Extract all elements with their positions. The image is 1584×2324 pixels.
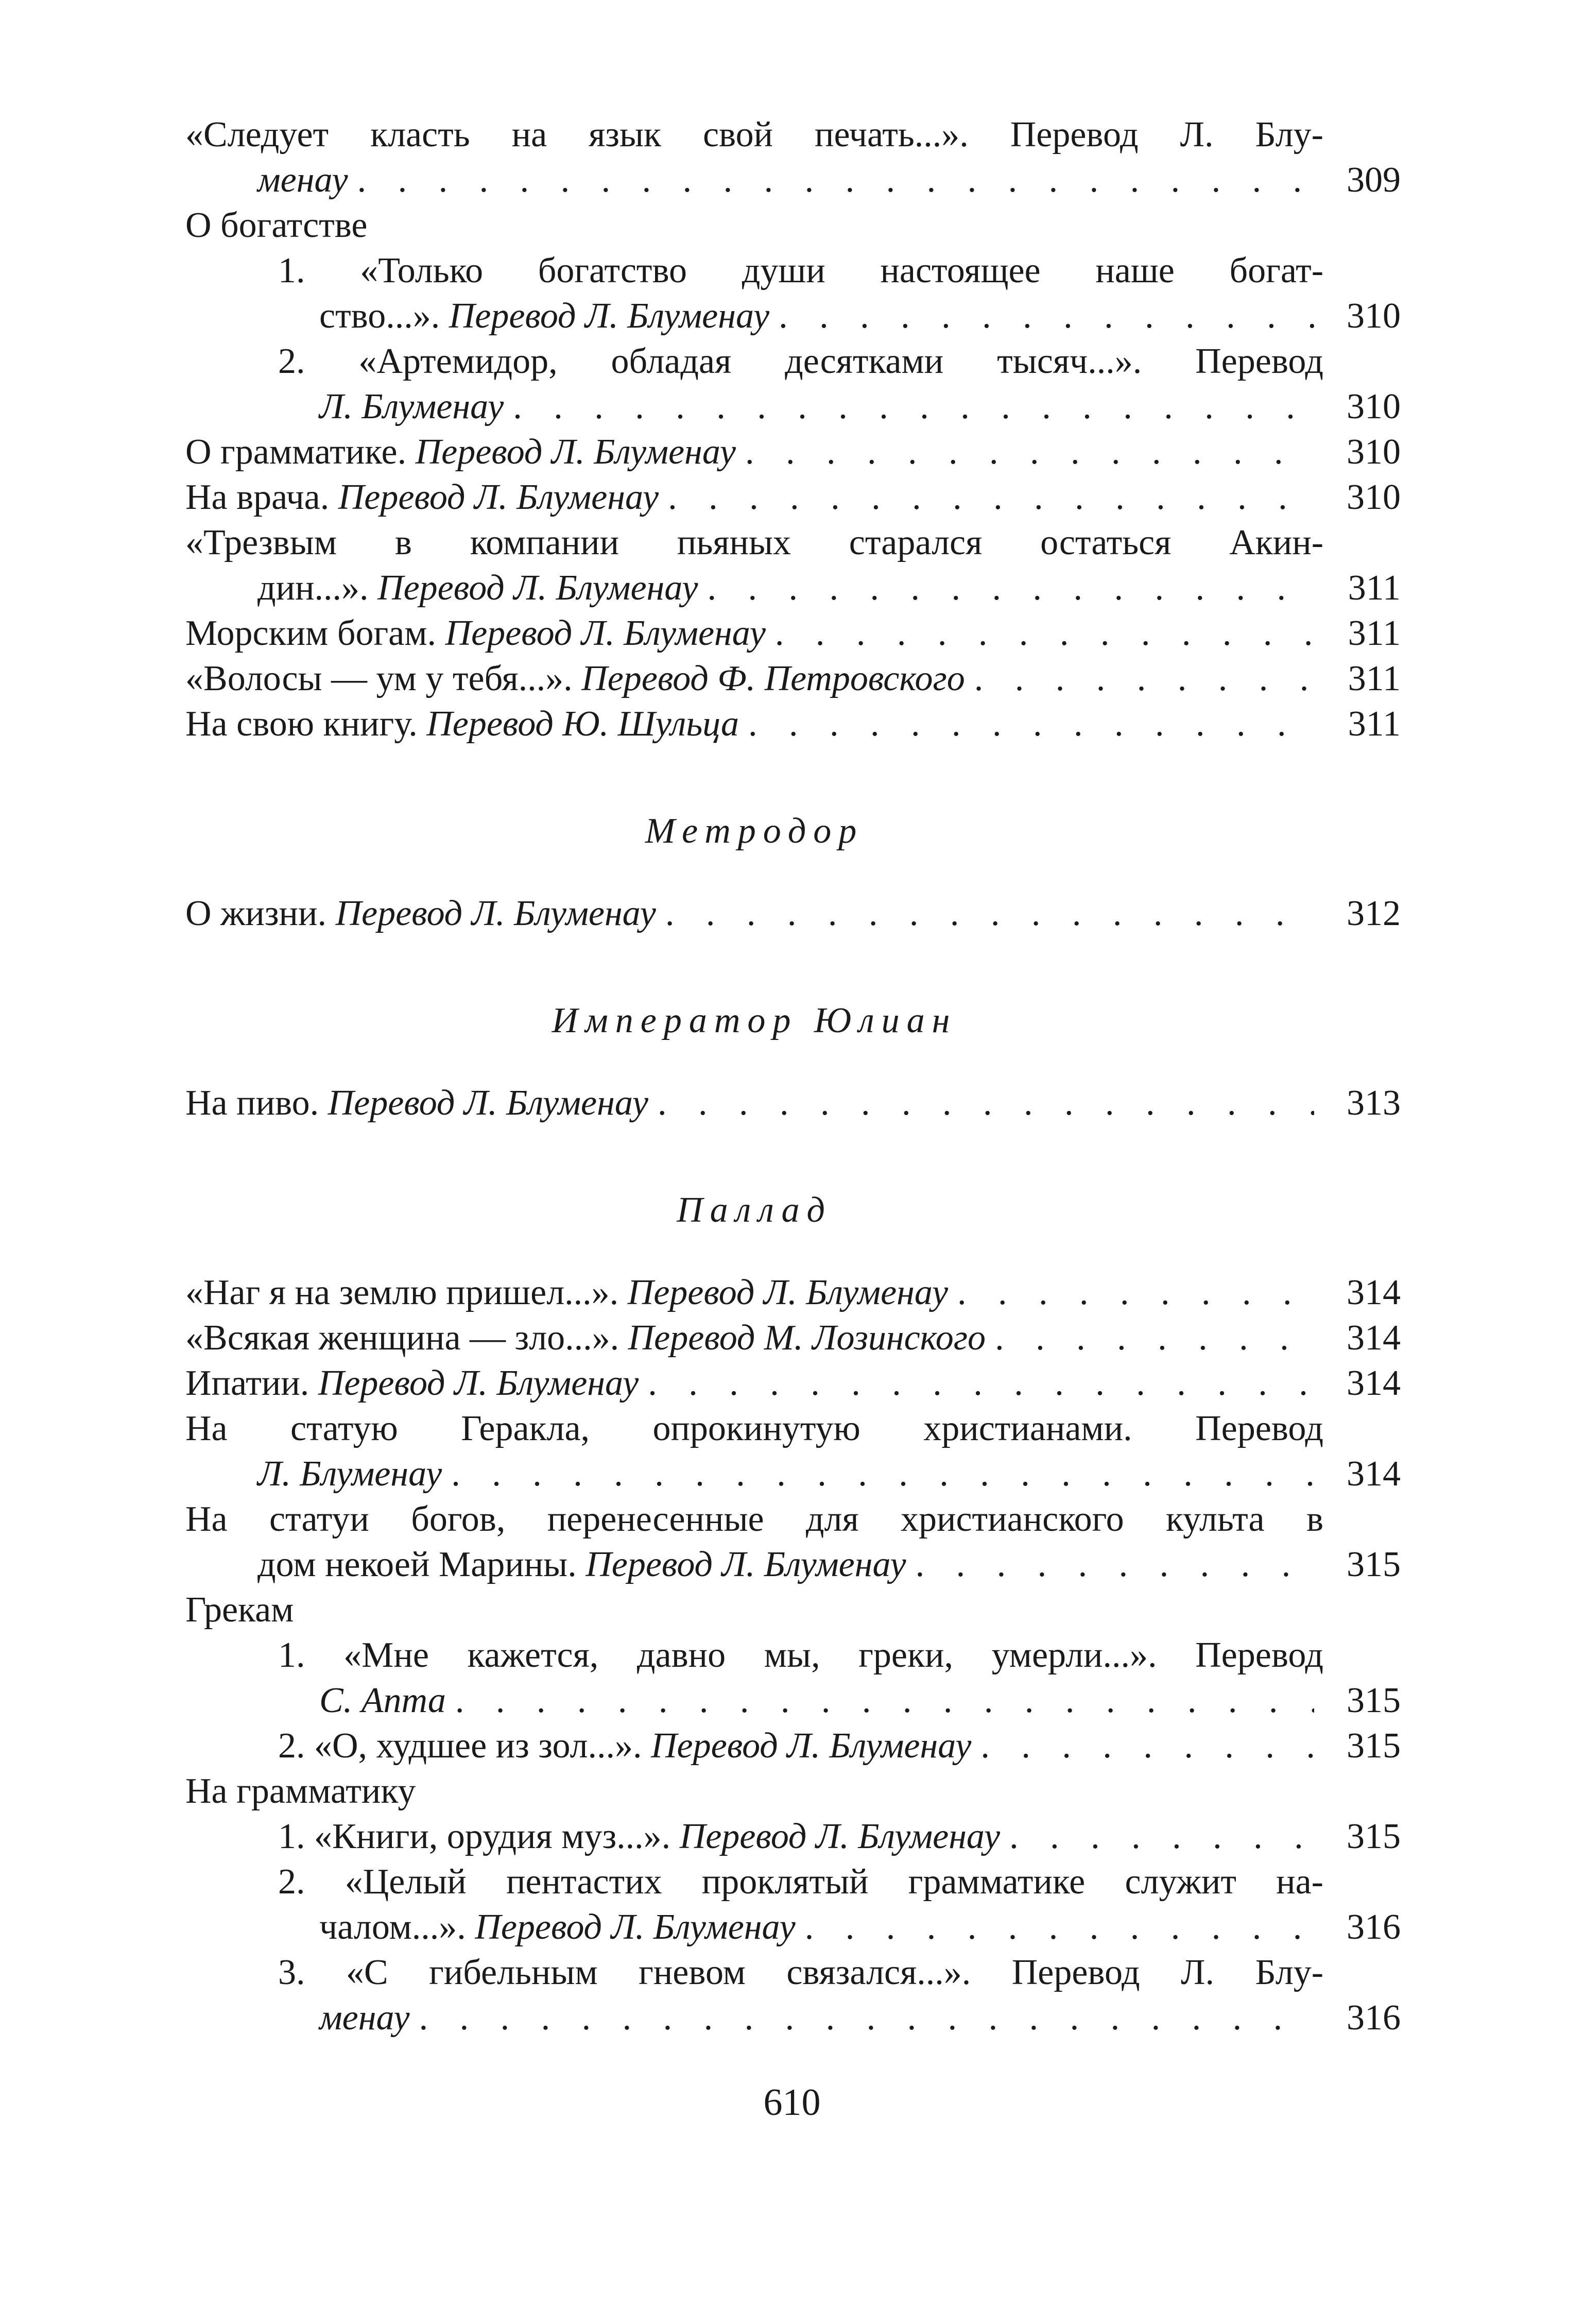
toc-entry: [185, 1950, 1401, 2041]
toc-entry-translator: Перевод Ф. Петровского: [581, 659, 965, 698]
toc-entry-translator: Л. Блуменау: [319, 387, 504, 426]
toc-entry-title: ство...».: [319, 296, 440, 336]
leader-dots: [995, 1315, 1314, 1361]
toc-entry-title: 2. «О, худшее из зол...».: [278, 1726, 642, 1766]
toc-page-number: 315: [1347, 1817, 1401, 1856]
leader-dots: [357, 158, 1314, 203]
toc-entry-translator: Перевод М. Лозинского: [628, 1318, 986, 1358]
toc-page-number: 315: [1347, 1681, 1401, 1720]
toc-entry-line: 2. «Целый пентастих проклятый грамматике служит на-: [278, 1862, 1323, 1902]
toc-entry-translator: Перевод Л. Блуменау: [445, 613, 766, 653]
leader-dots: [957, 1270, 1314, 1315]
toc-page-number: 311: [1348, 659, 1401, 698]
leader-dots: [1009, 1814, 1314, 1859]
toc-entry: [185, 1361, 1401, 1406]
toc-entry-translator: менау: [319, 1998, 410, 2038]
toc-page-number: 311: [1348, 704, 1401, 744]
toc-entry-translator: Перевод Л. Блуменау: [651, 1726, 972, 1766]
toc-page-number: 316: [1347, 1998, 1401, 2038]
toc-entry-translator: Перевод Л. Блуменау: [335, 894, 656, 933]
toc-entry-title: На свою книгу.: [185, 704, 418, 744]
toc-entry-line: 1. «Только богатство души настоящее наше богат-: [278, 251, 1323, 290]
toc-group-heading-text: О богатстве: [185, 206, 368, 245]
table-of-contents: [185, 112, 1401, 2041]
toc-page-number: 316: [1347, 1907, 1401, 1947]
toc-entry-line: 2. «Артемидор, обладая десятками тысяч...». Перевод: [278, 341, 1323, 381]
toc-entry-translator: Перевод Л. Блуменау: [338, 477, 659, 517]
leader-dots: [419, 1995, 1314, 2041]
toc-page-number: 311: [1348, 568, 1401, 608]
toc-entry: [185, 1859, 1401, 1950]
toc-entry: [185, 430, 1401, 475]
toc-entry-title: 1. «Книги, орудия муз...».: [278, 1817, 671, 1856]
toc-entry: [185, 248, 1401, 339]
leader-dots: [668, 475, 1314, 520]
toc-entry-translator: С. Апта: [319, 1681, 446, 1720]
leader-dots: [665, 891, 1314, 936]
toc-group-heading: [185, 1587, 1401, 1633]
toc-entry: [185, 1814, 1401, 1859]
toc-entry: [185, 656, 1401, 702]
leader-dots: [748, 702, 1314, 747]
toc-entry: [185, 1315, 1401, 1361]
toc-entry-line: 1. «Мне кажется, давно мы, греки, умерли...». Перевод: [278, 1635, 1323, 1675]
toc-group-heading: [185, 203, 1401, 248]
toc-entry-title: О грамматике.: [185, 432, 407, 472]
toc-entry-title: На врача.: [185, 477, 330, 517]
toc-entry: [185, 1497, 1401, 1587]
toc-entry-translator: Перевод Л. Блуменау: [475, 1907, 796, 1947]
toc-entry-line: 3. «С гибельным гневом связался...». Перевод Л. Блу-: [278, 1953, 1323, 1992]
toc-entry-translator: Перевод Л. Блуменау: [377, 568, 698, 608]
toc-entry-translator: Перевод Л. Блуменау: [449, 296, 770, 336]
leader-dots: [775, 611, 1314, 656]
toc-page-number: 315: [1347, 1726, 1401, 1766]
toc-entry-line: «Следует класть на язык свой печать...». Перевод Л. Блу-: [185, 115, 1323, 155]
toc-page-number: 310: [1347, 477, 1401, 517]
toc-entry: [185, 1633, 1401, 1723]
toc-page-number: 314: [1347, 1273, 1401, 1312]
toc-entry: [185, 1723, 1401, 1769]
toc-page-number: 313: [1347, 1083, 1401, 1123]
toc-page-number: 315: [1347, 1545, 1401, 1584]
leader-dots: [707, 566, 1314, 611]
toc-group-heading: [185, 1769, 1401, 1814]
toc-entry-title: Ипатии.: [185, 1363, 309, 1403]
leader-dots: [805, 1905, 1314, 1950]
toc-page-number: 310: [1347, 432, 1401, 472]
toc-entry-title: чалом...».: [319, 1907, 466, 1947]
leader-dots: [455, 1678, 1314, 1723]
toc-entry-title: дом некоей Марины.: [257, 1545, 577, 1584]
toc-page-number: 310: [1347, 296, 1401, 336]
leader-dots: [974, 656, 1314, 702]
leader-dots: [648, 1361, 1314, 1406]
toc-entry: [185, 702, 1401, 747]
toc-entry-translator: Л. Блуменау: [257, 1454, 442, 1494]
toc-entry: [185, 1270, 1401, 1315]
toc-page-number: 312: [1347, 894, 1401, 933]
leader-dots: [451, 1451, 1314, 1497]
toc-entry-title: О жизни.: [185, 894, 326, 933]
toc-entry: [185, 475, 1401, 520]
toc-entry-translator: Перевод Л. Блуменау: [627, 1273, 949, 1312]
toc-entry: [185, 1081, 1401, 1126]
toc-entry-translator: Перевод Л. Блуменау: [415, 432, 736, 472]
toc-entry-title: «Всякая женщина — зло...».: [185, 1318, 619, 1358]
section-title: Паллад: [677, 1190, 832, 1230]
toc-page-number: 314: [1347, 1363, 1401, 1403]
toc-entry-title: Морским богам.: [185, 613, 437, 653]
leader-dots: [779, 294, 1314, 339]
toc-entry-translator: Перевод Ю. Шульца: [426, 704, 739, 744]
toc-entry-title: «Наг я на землю пришел...».: [185, 1273, 619, 1312]
leader-dots: [658, 1081, 1314, 1126]
page-number: 610: [763, 2081, 821, 2124]
toc-entry-translator: Перевод Л. Блуменау: [328, 1083, 649, 1123]
toc-entry-line: На статуи богов, перенесенные для христианского культа в: [185, 1499, 1323, 1539]
leader-dots: [745, 430, 1314, 475]
toc-entry: [185, 339, 1401, 430]
toc-page-number: 309: [1347, 160, 1401, 200]
leader-dots: [980, 1723, 1314, 1769]
toc-page-number: 314: [1347, 1318, 1401, 1358]
toc-entry-translator: Перевод Л. Блуменау: [679, 1817, 1001, 1856]
toc-entry: [185, 611, 1401, 656]
leader-dots: [513, 384, 1314, 430]
toc-group-heading-text: Грекам: [185, 1590, 294, 1630]
toc-entry-title: На пиво.: [185, 1083, 319, 1123]
toc-entry-title: «Волосы — ум у тебя...».: [185, 659, 573, 698]
section-title: Метродор: [645, 811, 864, 851]
toc-entry-title: дин...».: [257, 568, 369, 608]
toc-entry-line: На статую Геракла, опрокинутую христианами. Перевод: [185, 1409, 1323, 1448]
toc-entry: [185, 1406, 1401, 1497]
toc-entry: [185, 891, 1401, 936]
toc-entry-translator: менау: [257, 160, 348, 200]
toc-group-heading-text: На грамматику: [185, 1771, 416, 1811]
toc-entry: [185, 112, 1401, 203]
toc-page-number: 310: [1347, 387, 1401, 426]
leader-dots: [916, 1542, 1314, 1587]
toc-entry-translator: Перевод Л. Блуменау: [318, 1363, 639, 1403]
toc-entry-line: «Трезвым в компании пьяных старался остаться Акин-: [185, 523, 1323, 562]
toc-page-number: 311: [1348, 613, 1401, 653]
toc-entry: [185, 520, 1401, 611]
toc-entry-translator: Перевод Л. Блуменау: [586, 1545, 906, 1584]
section-title: Император Юлиан: [552, 1001, 957, 1040]
toc-page-number: 314: [1347, 1454, 1401, 1494]
